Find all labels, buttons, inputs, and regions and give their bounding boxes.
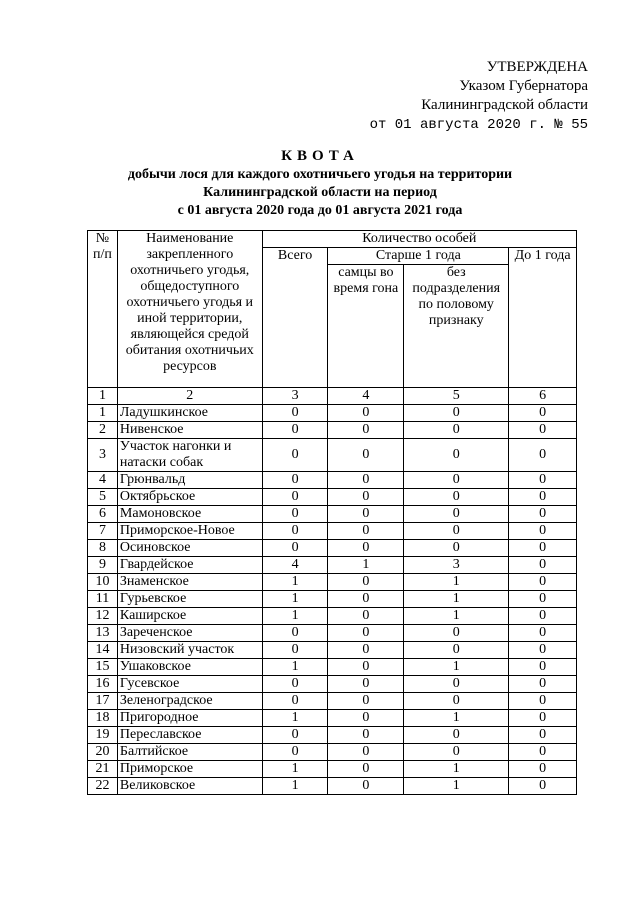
row-young: 0	[509, 625, 577, 642]
row-number: 18	[88, 710, 118, 727]
row-young: 0	[509, 557, 577, 574]
row-total: 1	[262, 778, 328, 795]
table-row	[88, 557, 577, 574]
row-total: 0	[262, 642, 328, 659]
row-young: 0	[509, 761, 577, 778]
row-name: Балтийское	[117, 744, 262, 761]
title-line-2: Калининградской области на период	[203, 185, 437, 200]
table-row	[88, 422, 577, 439]
row-young: 0	[509, 591, 577, 608]
row-number: 5	[88, 489, 118, 506]
row-males: 0	[328, 540, 404, 557]
row-number: 14	[88, 642, 118, 659]
row-total: 0	[262, 744, 328, 761]
approval-date-line: от 01 августа 2020 г. № 55	[369, 117, 588, 133]
row-number: 20	[88, 744, 118, 761]
table-row	[88, 574, 577, 591]
approval-line-approved: УТВЕРЖДЕНА	[486, 59, 588, 75]
row-nosex: 0	[404, 642, 509, 659]
row-males: 1	[328, 557, 404, 574]
row-number: 1	[88, 405, 118, 422]
row-number: 8	[88, 540, 118, 557]
table-row	[88, 489, 577, 506]
row-number: 7	[88, 523, 118, 540]
row-nosex: 0	[404, 472, 509, 489]
colnum-cell: 1	[88, 388, 118, 405]
row-number: 3	[88, 439, 118, 472]
row-name: Великовское	[117, 778, 262, 795]
row-name: Нивенское	[117, 422, 262, 439]
row-number: 21	[88, 761, 118, 778]
row-nosex: 1	[404, 574, 509, 591]
approval-line-decree: Указом Губернатора	[459, 78, 588, 94]
row-name: Ушаковское	[117, 659, 262, 676]
row-young: 0	[509, 472, 577, 489]
row-total: 0	[262, 676, 328, 693]
row-name: Каширское	[117, 608, 262, 625]
row-name: Ладушкинское	[117, 405, 262, 422]
row-young: 0	[509, 540, 577, 557]
row-total: 1	[262, 659, 328, 676]
row-nosex: 1	[404, 778, 509, 795]
row-number: 10	[88, 574, 118, 591]
row-name: Грюнвальд	[117, 472, 262, 489]
row-nosex: 0	[404, 693, 509, 710]
row-number: 9	[88, 557, 118, 574]
row-nosex: 0	[404, 439, 509, 472]
row-nosex: 3	[404, 557, 509, 574]
table-row	[88, 778, 577, 795]
row-young: 0	[509, 574, 577, 591]
row-total: 1	[262, 574, 328, 591]
row-total: 4	[262, 557, 328, 574]
row-young: 0	[509, 608, 577, 625]
row-name: Гурьевское	[117, 591, 262, 608]
row-total: 1	[262, 608, 328, 625]
row-young: 0	[509, 710, 577, 727]
row-number: 11	[88, 591, 118, 608]
header-count: Количество особей	[262, 231, 576, 248]
row-total: 0	[262, 540, 328, 557]
row-total: 1	[262, 591, 328, 608]
row-name: Приморское-Новое	[117, 523, 262, 540]
header-males: самцы во время гона	[328, 265, 404, 388]
colnum-cell: 3	[262, 388, 328, 405]
row-number: 13	[88, 625, 118, 642]
row-males: 0	[328, 710, 404, 727]
row-nosex: 1	[404, 710, 509, 727]
header-young: До 1 года	[509, 248, 577, 388]
row-males: 0	[328, 693, 404, 710]
table-row	[88, 727, 577, 744]
row-name: Мамоновское	[117, 506, 262, 523]
header-nosex: без подразделения по половому признаку	[404, 265, 509, 388]
row-number: 2	[88, 422, 118, 439]
colnum-cell: 6	[509, 388, 577, 405]
quota-table-body	[88, 405, 577, 795]
approval-line-region: Калининградской области	[421, 97, 588, 113]
row-males: 0	[328, 506, 404, 523]
row-total: 0	[262, 439, 328, 472]
header-older: Старше 1 года	[328, 248, 509, 265]
table-row	[88, 540, 577, 557]
row-nosex: 1	[404, 659, 509, 676]
row-young: 0	[509, 405, 577, 422]
row-nosex: 0	[404, 523, 509, 540]
row-nosex: 0	[404, 489, 509, 506]
row-number: 16	[88, 676, 118, 693]
header-name: Наименование закрепленного охотничьего угодья, общедоступного охотничьего угодья и иной территории, являющейся средой обитания охотничьих ресурсов	[117, 231, 262, 388]
row-nosex: 1	[404, 761, 509, 778]
row-name: Гусевское	[117, 676, 262, 693]
table-row	[88, 761, 577, 778]
row-males: 0	[328, 744, 404, 761]
row-males: 0	[328, 778, 404, 795]
row-males: 0	[328, 591, 404, 608]
row-total: 0	[262, 472, 328, 489]
header-total: Всего	[262, 248, 328, 388]
row-name: Зеленоградское	[117, 693, 262, 710]
table-row	[88, 608, 577, 625]
row-total: 0	[262, 506, 328, 523]
row-nosex: 0	[404, 625, 509, 642]
table-row	[88, 642, 577, 659]
row-males: 0	[328, 422, 404, 439]
colnum-cell: 4	[328, 388, 404, 405]
table-row	[88, 591, 577, 608]
row-nosex: 0	[404, 744, 509, 761]
row-males: 0	[328, 676, 404, 693]
row-males: 0	[328, 489, 404, 506]
table-row	[88, 405, 577, 422]
row-nosex: 0	[404, 405, 509, 422]
row-males: 0	[328, 405, 404, 422]
row-number: 22	[88, 778, 118, 795]
row-males: 0	[328, 659, 404, 676]
row-young: 0	[509, 422, 577, 439]
row-number: 6	[88, 506, 118, 523]
table-row	[88, 625, 577, 642]
row-males: 0	[328, 608, 404, 625]
row-total: 0	[262, 727, 328, 744]
row-name: Осиновское	[117, 540, 262, 557]
row-number: 17	[88, 693, 118, 710]
document-title	[0, 146, 640, 220]
row-males: 0	[328, 523, 404, 540]
row-young: 0	[509, 778, 577, 795]
row-young: 0	[509, 693, 577, 710]
quota-table	[87, 230, 577, 795]
row-number: 4	[88, 472, 118, 489]
colnum-cell: 2	[117, 388, 262, 405]
colnum-cell: 5	[404, 388, 509, 405]
row-total: 0	[262, 693, 328, 710]
row-males: 0	[328, 727, 404, 744]
row-number: 12	[88, 608, 118, 625]
table-row	[88, 659, 577, 676]
row-name: Переславское	[117, 727, 262, 744]
table-row	[88, 710, 577, 727]
row-nosex: 1	[404, 591, 509, 608]
row-young: 0	[509, 659, 577, 676]
table-row	[88, 439, 577, 472]
row-nosex: 0	[404, 422, 509, 439]
row-males: 0	[328, 574, 404, 591]
table-row	[88, 506, 577, 523]
table-row	[88, 744, 577, 761]
row-total: 1	[262, 761, 328, 778]
row-nosex: 0	[404, 676, 509, 693]
table-row	[88, 676, 577, 693]
table-row	[88, 523, 577, 540]
row-total: 0	[262, 422, 328, 439]
row-young: 0	[509, 744, 577, 761]
row-name: Участок нагонки и натаски собак	[117, 439, 262, 472]
header-no: № п/п	[88, 231, 118, 388]
row-males: 0	[328, 761, 404, 778]
row-males: 0	[328, 642, 404, 659]
row-nosex: 0	[404, 540, 509, 557]
row-young: 0	[509, 523, 577, 540]
row-young: 0	[509, 489, 577, 506]
row-name: Зареченское	[117, 625, 262, 642]
row-nosex: 0	[404, 727, 509, 744]
row-number: 15	[88, 659, 118, 676]
row-young: 0	[509, 642, 577, 659]
row-total: 0	[262, 489, 328, 506]
row-name: Октябрьское	[117, 489, 262, 506]
row-name: Знаменское	[117, 574, 262, 591]
row-name: Приморское	[117, 761, 262, 778]
row-young: 0	[509, 727, 577, 744]
table-row	[88, 472, 577, 489]
row-nosex: 1	[404, 608, 509, 625]
title-line-3: с 01 августа 2020 года до 01 августа 2021 года	[177, 203, 463, 218]
row-males: 0	[328, 625, 404, 642]
row-young: 0	[509, 506, 577, 523]
row-nosex: 0	[404, 506, 509, 523]
title-line-1: добычи лося для каждого охотничьего угодья на территории	[127, 167, 513, 182]
approval-stamp	[370, 58, 588, 135]
column-numbers-row	[88, 388, 577, 405]
table-row	[88, 693, 577, 710]
row-total: 0	[262, 625, 328, 642]
row-name: Гвардейское	[117, 557, 262, 574]
row-young: 0	[509, 676, 577, 693]
row-males: 0	[328, 472, 404, 489]
row-number: 19	[88, 727, 118, 744]
row-total: 1	[262, 710, 328, 727]
row-name: Низовский участок	[117, 642, 262, 659]
row-young: 0	[509, 439, 577, 472]
row-total: 0	[262, 523, 328, 540]
row-total: 0	[262, 405, 328, 422]
title-heading: КВОТА	[281, 148, 359, 164]
row-males: 0	[328, 439, 404, 472]
row-name: Пригородное	[117, 710, 262, 727]
